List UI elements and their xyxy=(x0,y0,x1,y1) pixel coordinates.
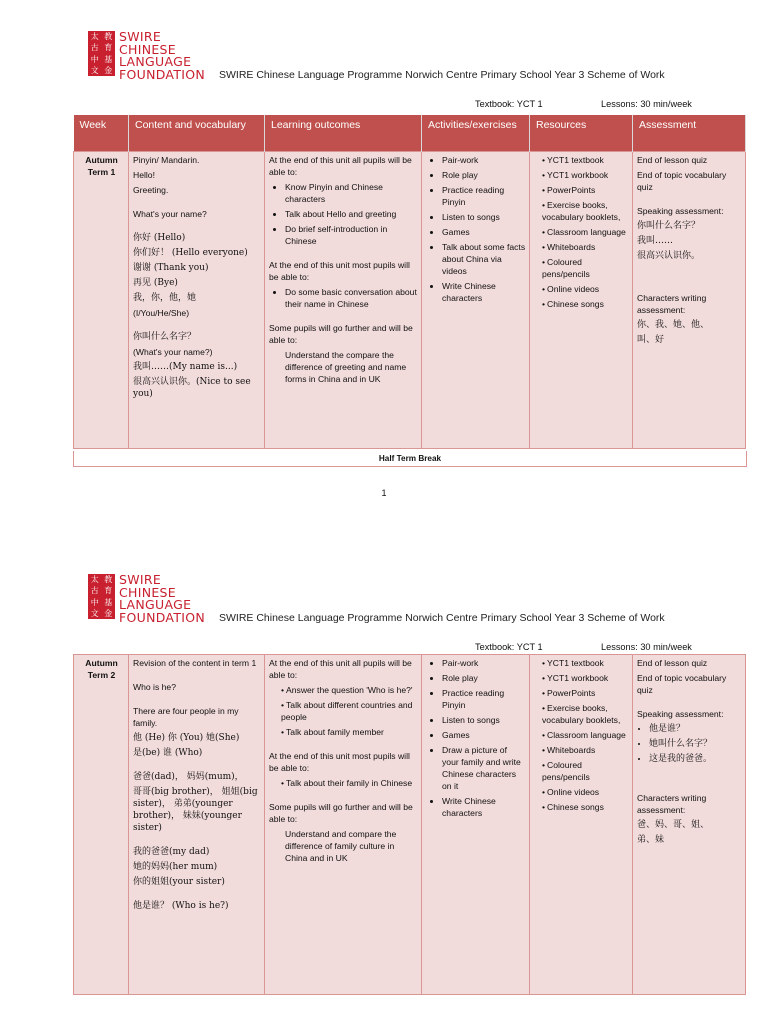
text-line: 爸爸(dad)， 妈妈(mum)， xyxy=(133,772,244,782)
list-item: • Role play xyxy=(442,672,526,684)
text-line: 再见 (Bye) xyxy=(133,278,178,288)
resources-cell xyxy=(530,152,633,449)
seal-char: 太 xyxy=(90,575,99,584)
list-item: • YCT1 textbook xyxy=(542,154,629,166)
assessment-cell xyxy=(633,152,746,449)
outcomes-cell xyxy=(265,655,422,995)
text-line: Revision of the content in term 1 xyxy=(133,658,257,668)
list-item: • Practice reading Pinyin xyxy=(442,184,526,208)
resources-list xyxy=(534,154,629,310)
list-item: • Talk about their family in Chinese xyxy=(281,777,418,789)
text-line: End of topic vocabulary quiz xyxy=(637,170,727,192)
text-line: 他是谁？ (Who is he?) xyxy=(133,901,229,911)
text-line: Speaking assessment: xyxy=(637,709,724,719)
column-header: Activities/exercises xyxy=(422,115,530,152)
text-line: Hello! xyxy=(133,170,155,180)
list-item: • Talk about Hello and greeting xyxy=(285,208,418,220)
seal-icon xyxy=(88,574,115,619)
text-line: 叫、好 xyxy=(637,335,665,345)
text-line: 你们好！ (Hello everyone) xyxy=(133,248,248,258)
list-item: • Games xyxy=(442,729,526,741)
text-line: There are four people in my family. xyxy=(133,706,239,728)
week-cell xyxy=(74,152,129,449)
text-line: Speaking assessment: xyxy=(637,206,724,216)
half-term-break: Half Term Break xyxy=(73,451,747,467)
content-cell xyxy=(129,152,265,449)
lessons-label: Lessons: 30 min/week xyxy=(601,99,692,109)
outcomes-cell xyxy=(265,152,422,449)
assessment-cell xyxy=(633,655,746,995)
column-header: Assessment xyxy=(633,115,746,152)
list-item: • Online videos xyxy=(542,786,629,798)
list-item: • Coloured pens/pencils xyxy=(542,256,629,280)
list-item: • Talk about some facts about China via videos xyxy=(442,241,526,277)
list-item: • Talk about family member xyxy=(281,726,418,738)
text-line: 你好 (Hello) xyxy=(133,233,186,243)
text-line: End of lesson quiz xyxy=(637,155,708,165)
list-item: • Games xyxy=(442,226,526,238)
list-item: • 这是我的爸爸。 xyxy=(649,753,742,765)
document-title: SWIRE Chinese Language Programme Norwich Centre Primary School Year 3 Scheme of Work xyxy=(219,69,665,81)
text-line: Greeting. xyxy=(133,185,169,195)
outcomes-all-list xyxy=(269,181,418,247)
text-line: 我的爸爸(my dad) xyxy=(133,847,210,857)
table-row xyxy=(74,655,746,995)
list-item: • Listen to songs xyxy=(442,211,526,223)
list-item: • Write Chinese characters xyxy=(442,280,526,304)
text-line: 你叫什么名字？ xyxy=(637,221,701,231)
seal-char: 教 xyxy=(104,575,113,584)
list-item: • Exercise books, vocabulary booklets, xyxy=(542,702,629,726)
logo-wordmark xyxy=(119,31,205,81)
text-line: 是(be) 谁 (Who) xyxy=(133,748,203,758)
column-header: Resources xyxy=(530,115,633,152)
list-item: • PowerPoints xyxy=(542,687,629,699)
resources-cell xyxy=(530,655,633,995)
logo-wordmark xyxy=(119,574,205,624)
list-item: • Do brief self-introduction in Chinese xyxy=(285,223,418,247)
text-line: 你、我、她、他、 xyxy=(637,320,710,330)
list-item: • Answer the question 'Who is he?' xyxy=(281,684,418,696)
outcomes-all-intro: At the end of this unit all pupils will be able to: xyxy=(269,658,412,680)
outcomes-most-list xyxy=(269,777,418,789)
seal-char: 文 xyxy=(90,608,99,618)
text-line: 哥哥(big brother)， 姐姐(big sister)， 弟弟(younger brother)， 妹妹(younger sister) xyxy=(133,787,258,833)
page-number: 1 xyxy=(381,488,387,498)
text-line: (What's your name?) xyxy=(133,347,213,357)
seal-char: 育 xyxy=(104,43,113,53)
list-item: • Coloured pens/pencils xyxy=(542,759,629,783)
swire-logo xyxy=(88,31,205,81)
textbook-label: Textbook: YCT 1 xyxy=(475,99,543,109)
logo-line: FOUNDATION xyxy=(119,66,206,82)
outcomes-most-intro: At the end of this unit most pupils will be able to: xyxy=(269,751,410,773)
week-season: Autumn xyxy=(85,658,118,668)
text-line: 谢谢 (Thank you) xyxy=(133,263,209,273)
text-line: Characters writing assessment: xyxy=(637,293,707,315)
scheme-table-term2 xyxy=(73,654,746,995)
table-row xyxy=(74,152,746,449)
list-item: • YCT1 workbook xyxy=(542,169,629,181)
text-line: 很高兴认识你。 xyxy=(637,251,701,261)
activities-cell xyxy=(422,655,530,995)
list-item: • Classroom language xyxy=(542,226,629,238)
week-season: Autumn xyxy=(85,155,118,165)
outcomes-some-text: Understand the compare the difference of greeting and name forms in China and in UK xyxy=(285,350,407,384)
outcomes-some-intro: Some pupils will go further and will be able to: xyxy=(269,802,413,824)
list-item: • Talk about different countries and people xyxy=(281,699,418,723)
list-item: • Pair-work xyxy=(442,154,526,166)
list-item: • Whiteboards xyxy=(542,241,629,253)
text-line: 他 (He) 你 (You) 她(She) xyxy=(133,733,240,743)
week-cell xyxy=(74,655,129,995)
logo-line: CHINESE xyxy=(119,41,176,57)
seal-char: 基 xyxy=(104,597,113,607)
seal-char: 金 xyxy=(104,608,113,618)
lessons-label: Lessons: 30 min/week xyxy=(601,642,692,652)
logo-line: LANGUAGE xyxy=(119,54,192,69)
logo-line: SWIRE xyxy=(119,29,162,44)
list-item: • Exercise books, vocabulary booklets, xyxy=(542,199,629,223)
text-line: End of topic vocabulary quiz xyxy=(637,673,727,695)
list-item: • Practice reading Pinyin xyxy=(442,687,526,711)
list-item: • 她叫什么名字？ xyxy=(649,738,742,750)
seal-char: 教 xyxy=(104,32,113,41)
text-line: 爸、妈、哥、姐、 xyxy=(637,820,710,830)
text-line: 我叫……(My name is...) xyxy=(133,362,238,372)
seal-char: 基 xyxy=(104,54,113,64)
list-item: • YCT1 textbook xyxy=(542,657,629,669)
seal-char: 太 xyxy=(90,32,99,41)
week-term: Term 1 xyxy=(87,167,116,177)
document-title: SWIRE Chinese Language Programme Norwich Centre Primary School Year 3 Scheme of Work xyxy=(219,612,665,624)
outcomes-some-intro: Some pupils will go further and will be able to: xyxy=(269,323,413,345)
outcomes-some-text: Understand and compare the difference of family culture in China and in UK xyxy=(285,829,397,863)
seal-char: 育 xyxy=(104,586,113,596)
list-item: • Write Chinese characters xyxy=(442,795,526,819)
activities-list xyxy=(426,657,526,819)
seal-char: 文 xyxy=(90,65,99,75)
logo-line: SWIRE xyxy=(119,572,162,587)
text-line: (I/You/He/She) xyxy=(133,308,190,318)
text-line: Characters writing assessment: xyxy=(637,793,707,815)
resources-list xyxy=(534,657,629,813)
outcomes-all-list xyxy=(269,684,418,738)
text-line: What's your name? xyxy=(133,209,207,219)
text-line: 你叫什么名字？ xyxy=(133,332,197,342)
table-header-row xyxy=(74,115,746,152)
list-item: • YCT1 workbook xyxy=(542,672,629,684)
list-item: • 他是谁？ xyxy=(649,723,742,735)
text-line: 弟、妹 xyxy=(637,835,665,845)
list-item: • Online videos xyxy=(542,283,629,295)
text-line: End of lesson quiz xyxy=(637,658,708,668)
outcomes-all-intro: At the end of this unit all pupils will be able to: xyxy=(269,155,412,177)
list-item: • Classroom language xyxy=(542,729,629,741)
list-item: • Chinese songs xyxy=(542,298,629,310)
list-item: • PowerPoints xyxy=(542,184,629,196)
textbook-label: Textbook: YCT 1 xyxy=(475,642,543,652)
column-header: Content and vocabulary xyxy=(129,115,265,152)
list-item: • Do some basic conversation about their name in Chinese xyxy=(285,286,418,310)
column-header: Learning outcomes xyxy=(265,115,422,152)
logo-line: LANGUAGE xyxy=(119,597,192,612)
list-item: • Pair-work xyxy=(442,657,526,669)
week-term: Term 2 xyxy=(87,670,116,680)
list-item: • Know Pinyin and Chinese characters xyxy=(285,181,418,205)
column-header: Week xyxy=(74,115,129,152)
logo-line: CHINESE xyxy=(119,584,176,600)
logo-line: FOUNDATION xyxy=(119,609,206,625)
seal-char: 金 xyxy=(104,65,113,75)
seal-char: 中 xyxy=(90,54,99,64)
list-item: • Whiteboards xyxy=(542,744,629,756)
list-item: • Listen to songs xyxy=(442,714,526,726)
content-cell xyxy=(129,655,265,995)
scheme-table-term1 xyxy=(73,115,746,449)
seal-char: 古 xyxy=(90,586,99,596)
seal-char: 中 xyxy=(90,597,99,607)
speaking-list xyxy=(637,723,742,765)
text-line: 我叫…… xyxy=(637,236,674,246)
swire-logo xyxy=(88,574,205,624)
text-line: 我，你，他，她 xyxy=(133,293,197,303)
list-item: • Draw a picture of your family and write Chinese characters on it xyxy=(442,744,526,792)
seal-char: 古 xyxy=(90,43,99,53)
activities-cell xyxy=(422,152,530,449)
outcomes-most-intro: At the end of this unit most pupils will be able to: xyxy=(269,260,410,282)
text-line: Pinyin/ Mandarin. xyxy=(133,155,200,165)
text-line: 很高兴认识你。(Nice to see you) xyxy=(133,377,251,399)
outcomes-most-list xyxy=(269,286,418,310)
list-item: • Chinese songs xyxy=(542,801,629,813)
list-item: • Role play xyxy=(442,169,526,181)
text-line: 你的姐姐(your sister) xyxy=(133,877,225,887)
text-line: Who is he? xyxy=(133,682,176,692)
seal-icon xyxy=(88,31,115,76)
text-line: 她的妈妈(her mum) xyxy=(133,862,218,872)
activities-list xyxy=(426,154,526,304)
